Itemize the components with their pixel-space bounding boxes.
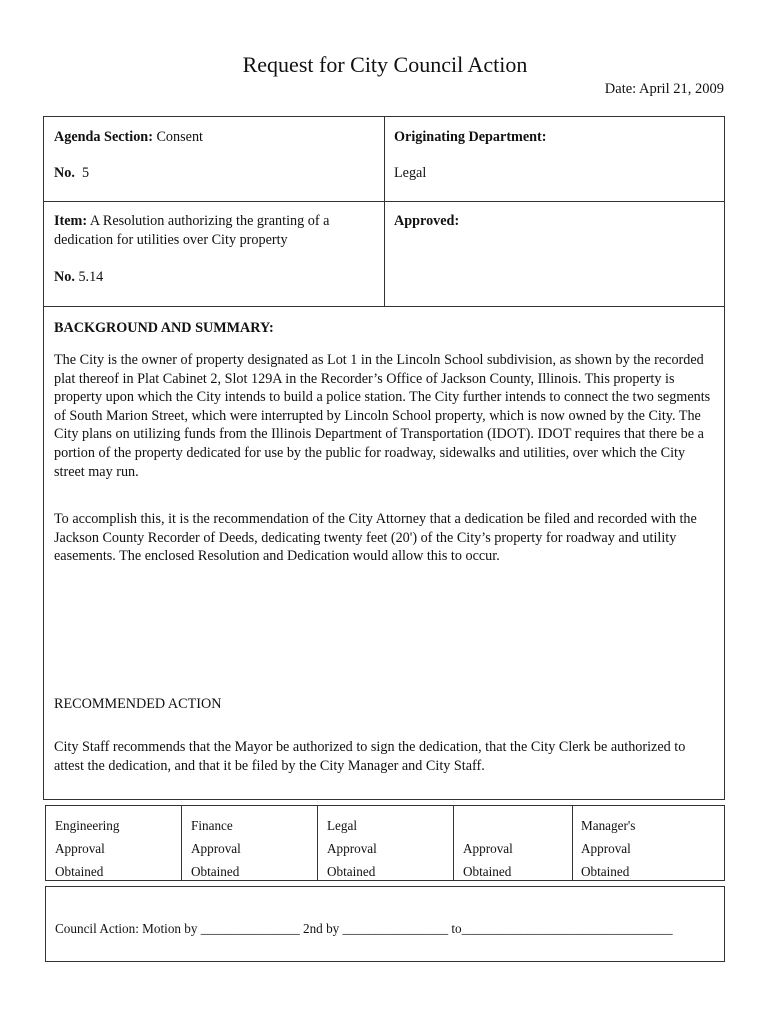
agenda-section-label: Agenda Section:: [54, 129, 153, 145]
document-title: Request for City Council Action: [242, 52, 528, 77]
column-divider: [384, 117, 385, 307]
item-label: Item:: [54, 213, 88, 229]
row-divider-2: [44, 306, 724, 307]
background-heading: [54, 319, 274, 338]
approvals-divider: [572, 806, 573, 880]
item-description: [54, 212, 329, 231]
agenda-section-value: Consent: [156, 129, 203, 145]
approval-label: Obtained: [55, 864, 104, 879]
item-line-1: A Resolution authorizing the granting of a: [89, 213, 330, 229]
request-form-box: [43, 116, 725, 800]
approval-label: Obtained: [463, 864, 512, 879]
approval-label: Approval: [327, 841, 377, 856]
approved: [394, 212, 459, 231]
approval-label: Legal: [327, 818, 358, 833]
approvals-divider: [453, 806, 454, 880]
item-number: [54, 268, 103, 287]
recommended-text: City Staff recommends that the Mayor be authorized to sign the dedication, that the City Clerk be authorized to attest the dedication, and that it be filed by the City Manager and City Staff.: [54, 739, 686, 774]
approval-label: Engineering: [55, 818, 120, 833]
approvals-table: [45, 805, 725, 881]
agenda-section: [54, 128, 203, 147]
approval-label: Approval: [581, 841, 631, 856]
originating-department: [394, 128, 547, 147]
originating-department-value: Legal: [394, 165, 427, 181]
agenda-number-value: 5: [81, 165, 90, 181]
approval-label: Obtained: [327, 864, 376, 879]
agenda-number: [54, 164, 89, 183]
approved-label: Approved:: [394, 213, 460, 229]
approval-label: Approval: [191, 841, 241, 856]
approval-label: Finance: [191, 818, 233, 833]
council-action-box: [45, 886, 725, 962]
item-line-2: dedication for utilities over City property: [54, 232, 288, 248]
approval-label: Obtained: [191, 864, 240, 879]
background-paragraph-2: To accomplish this, it is the recommendation of the City Attorney that a dedication be filed and recorded with the Jackson County Recorder of Deeds, dedicating twenty feet (20') of the City’s property for roadway and utility easements. The enclosed Resolution and Dedication would allow this to occur.: [54, 511, 697, 565]
background-paragraph-1: The City is the owner of property designated as Lot 1 in the Lincoln School subdivision, as shown by the recorded plat thereof in Plat Cabinet 2, Slot 129A in the Recorder’s Office of Jackson County, Illinois. This property is property upon which the City intends to build a police station. The City further intends to connect the two segments of South Marion Street, which were interrupted by Lincoln School property, which is now owned by the City. The City plans on utilizing funds from the Illinois Department of Transportation (IDOT). IDOT requires that there be a portion of the property dedicated for use by the public for roadway, sidewalks and utilities, over which the City street may run.: [54, 352, 711, 480]
originating-department-label: Originating Department:: [394, 129, 547, 145]
document-date: Date: April 21, 2009: [604, 81, 724, 97]
background-heading-text: BACKGROUND AND SUMMARY:: [54, 320, 274, 336]
item-number-label: No.: [54, 269, 75, 285]
row-divider-1: [44, 201, 724, 202]
approval-label: Approval: [463, 841, 513, 856]
approval-label: Manager's: [581, 818, 636, 833]
approval-label: Approval: [55, 841, 105, 856]
approval-label: Obtained: [581, 864, 630, 879]
council-action-line: Council Action: Motion by _______________ 2nd by ________________ to________________________________: [55, 921, 673, 936]
item-number-value: 5.14: [78, 269, 104, 285]
approvals-divider: [317, 806, 318, 880]
agenda-number-label: No.: [54, 165, 75, 181]
recommended-heading: RECOMMENDED ACTION: [54, 696, 222, 712]
approvals-divider: [181, 806, 182, 880]
